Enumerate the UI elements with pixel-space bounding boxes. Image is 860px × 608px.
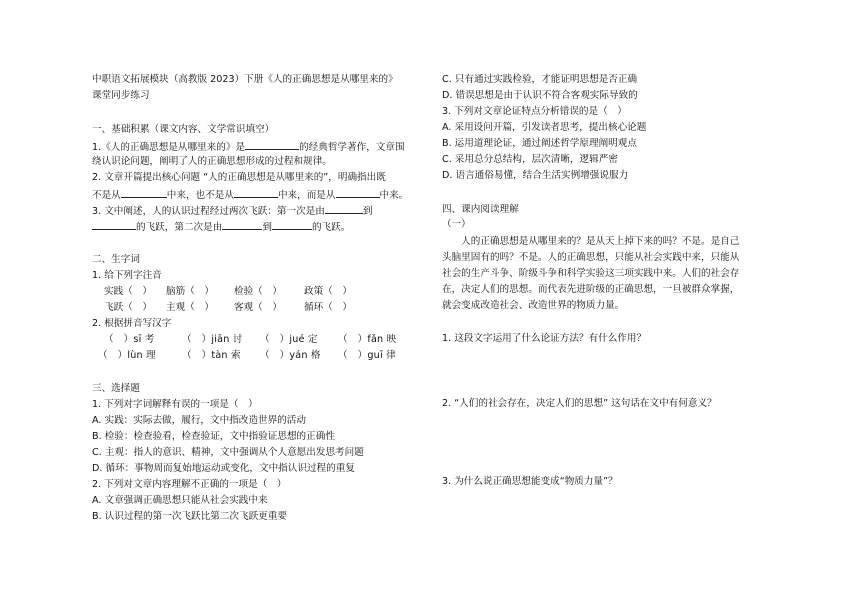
s1-q1-text-a: 1.《人的正确思想是从哪里来的》是 — [92, 142, 246, 153]
passage-line: 在，决定人们的思想。而代表先进阶级的正确思想，一旦被群众掌握， — [442, 284, 740, 295]
s1-q1-line1 — [92, 140, 405, 154]
s3-q1-opt-d: D. 循环：事物周而复始地运动或变化，文中指认识过程的重复 — [92, 463, 355, 474]
section4-title: 四、课内阅读理解 — [442, 204, 519, 215]
pinyin-item: （ ）sī 考 — [104, 334, 155, 345]
pinyin-item: （ ）fǎn 映 — [338, 334, 397, 345]
s1-q2-line2 — [92, 188, 408, 202]
s3-q3-opt-c: C. 采用总分总结构，层次清晰，逻辑严密 — [442, 154, 618, 165]
s2-sub1: 1. 给下列字注音 — [92, 270, 162, 281]
s3-q3-opt-b: B. 运用道理论证，通过阐述哲学原理阐明观点 — [442, 138, 637, 149]
answer-blank[interactable] — [92, 220, 136, 230]
answer-blank[interactable] — [325, 204, 363, 214]
s1-q2-text-2: 中来，也不是从 — [166, 190, 234, 201]
s1-q3-line2 — [92, 220, 350, 234]
s1-q1-line2: 绕认识论问题，阐明了人的正确思想形成的过程和规律。 — [92, 156, 332, 167]
passage-line: 人的正确思想是从哪里来的？是从天上掉下来的吗？不是。是自己 — [442, 236, 740, 247]
s3-q3-opt-d: D. 语言通俗易懂，结合生活实例增强说服力 — [442, 170, 629, 181]
answer-blank[interactable] — [222, 220, 262, 230]
s1-q2-text-4: 中来。 — [379, 190, 409, 201]
s2-sub2: 2. 根据拼音写汉字 — [92, 318, 172, 329]
pinyin-item: （ ）jiān 讨 — [182, 334, 243, 345]
s1-q3-text-1: 3. 文中阐述，人的认识过程经过两次飞跃：第一次是由 — [92, 206, 325, 217]
s1-q3-text-2: 到 — [362, 206, 373, 217]
s1-q3-text-5: 的飞跃。 — [311, 222, 351, 233]
s3-q1: 1. 下列对字词解释有误的一项是（ ） — [92, 399, 258, 410]
pinyin-item: （ ）jué 定 — [260, 334, 318, 345]
s3-q3-opt-a: A. 采用设问开篇，引发读者思考，提出核心论题 — [442, 122, 647, 133]
word-item: 飞跃（ ） — [104, 302, 152, 313]
word-item: 客观（ ） — [234, 302, 282, 313]
section3-title: 三、选择题 — [92, 383, 140, 394]
answer-blank[interactable] — [121, 188, 167, 198]
answer-blank[interactable] — [245, 140, 299, 150]
answer-blank[interactable] — [234, 188, 278, 198]
pinyin-row-2 — [104, 302, 374, 314]
section2-title: 二、生字词 — [92, 254, 140, 265]
section4-subtitle: （一） — [442, 219, 471, 230]
s3-q1-opt-c: C. 主观：指人的意识、精神，文中强调从个人意愿出发思考问题 — [92, 447, 364, 458]
s1-q2-text-1: 不是从 — [92, 190, 121, 201]
pinyin-item: （ ）yán 格 — [260, 350, 321, 361]
s4-q2: 2. “人们的社会存在，决定人们的思想” 这句话在文中有何意义？ — [442, 398, 717, 409]
s1-q3-text-3: 的飞跃，第二次是由 — [136, 222, 223, 233]
word-item: 政策（ ） — [304, 286, 352, 297]
section1-title: 一、基础积累（课文内容、文学常识填空） — [92, 124, 275, 135]
pinyin-row-1 — [104, 286, 374, 298]
passage-line: 就会变成改造社会、改造世界的物质力量。 — [442, 300, 625, 311]
answer-blank[interactable] — [272, 220, 312, 230]
passage-line: 头脑里固有的吗？不是。人的正确思想，只能从社会实践中来，只能从 — [442, 252, 740, 263]
doc-title-line1: 中职语文拓展模块（高教版 2023）下册《人的正确思想是从哪里来的》 — [92, 74, 398, 85]
hanzi-row-2 — [98, 350, 416, 362]
passage-line: 社会的生产斗争、阶级斗争和科学实验这三项实践中来。人们的社会存 — [442, 268, 740, 279]
word-item: 实践（ ） — [104, 286, 152, 297]
s1-q3-text-4: 到 — [262, 222, 272, 233]
s4-q1: 1. 这段文字运用了什么论证方法？有什么作用？ — [442, 333, 647, 344]
hanzi-row-1 — [104, 334, 416, 346]
pinyin-item: （ ）guī 律 — [338, 350, 396, 361]
s1-q2-text-3: 中来，而是从 — [277, 190, 336, 201]
s3-q2-opt-a: A. 文章强调正确思想只能从社会实践中来 — [92, 495, 268, 506]
word-item: 脑筋（ ） — [166, 286, 214, 297]
pinyin-item: （ ）lùn 理 — [98, 350, 156, 361]
word-item: 检验（ ） — [234, 286, 282, 297]
s3-q1-opt-b: B. 检验：检查验看，检查验证，文中指验证思想的正确性 — [92, 431, 335, 442]
s1-q2-line1: 2. 文章开篇提出核心问题 “人的正确思想是从哪里来的”，明确指出既 — [92, 172, 386, 183]
s4-q3: 3. 为什么说正确思想能变成“物质力量”？ — [442, 476, 618, 487]
doc-title-line2: 课堂同步练习 — [92, 90, 150, 101]
s3-q2-opt-b: B. 认识过程的第一次飞跃比第二次飞跃更重要 — [92, 511, 287, 522]
s3-q2: 2. 下列对文章内容理解不正确的一项是（ ） — [92, 479, 287, 490]
s3-q3: 3. 下列对文章论证特点分析错误的是（ ） — [442, 106, 627, 117]
s3-q2-opt-d: D. 错误思想是由于认识不符合客观实际导致的 — [442, 90, 638, 101]
word-item: 主观（ ） — [166, 302, 214, 313]
pinyin-item: （ ）tàn 索 — [182, 350, 241, 361]
s1-q1-text-b: 的经典哲学著作，文章围 — [299, 142, 405, 153]
word-item: 循环（ ） — [304, 302, 352, 313]
s1-q3-line1 — [92, 204, 372, 218]
answer-blank[interactable] — [336, 188, 380, 198]
s3-q1-opt-a: A. 实践：实际去做，履行，文中指改造世界的活动 — [92, 415, 306, 426]
s3-q2-opt-c: C. 只有通过实践检验，才能证明思想是否正确 — [442, 74, 638, 85]
